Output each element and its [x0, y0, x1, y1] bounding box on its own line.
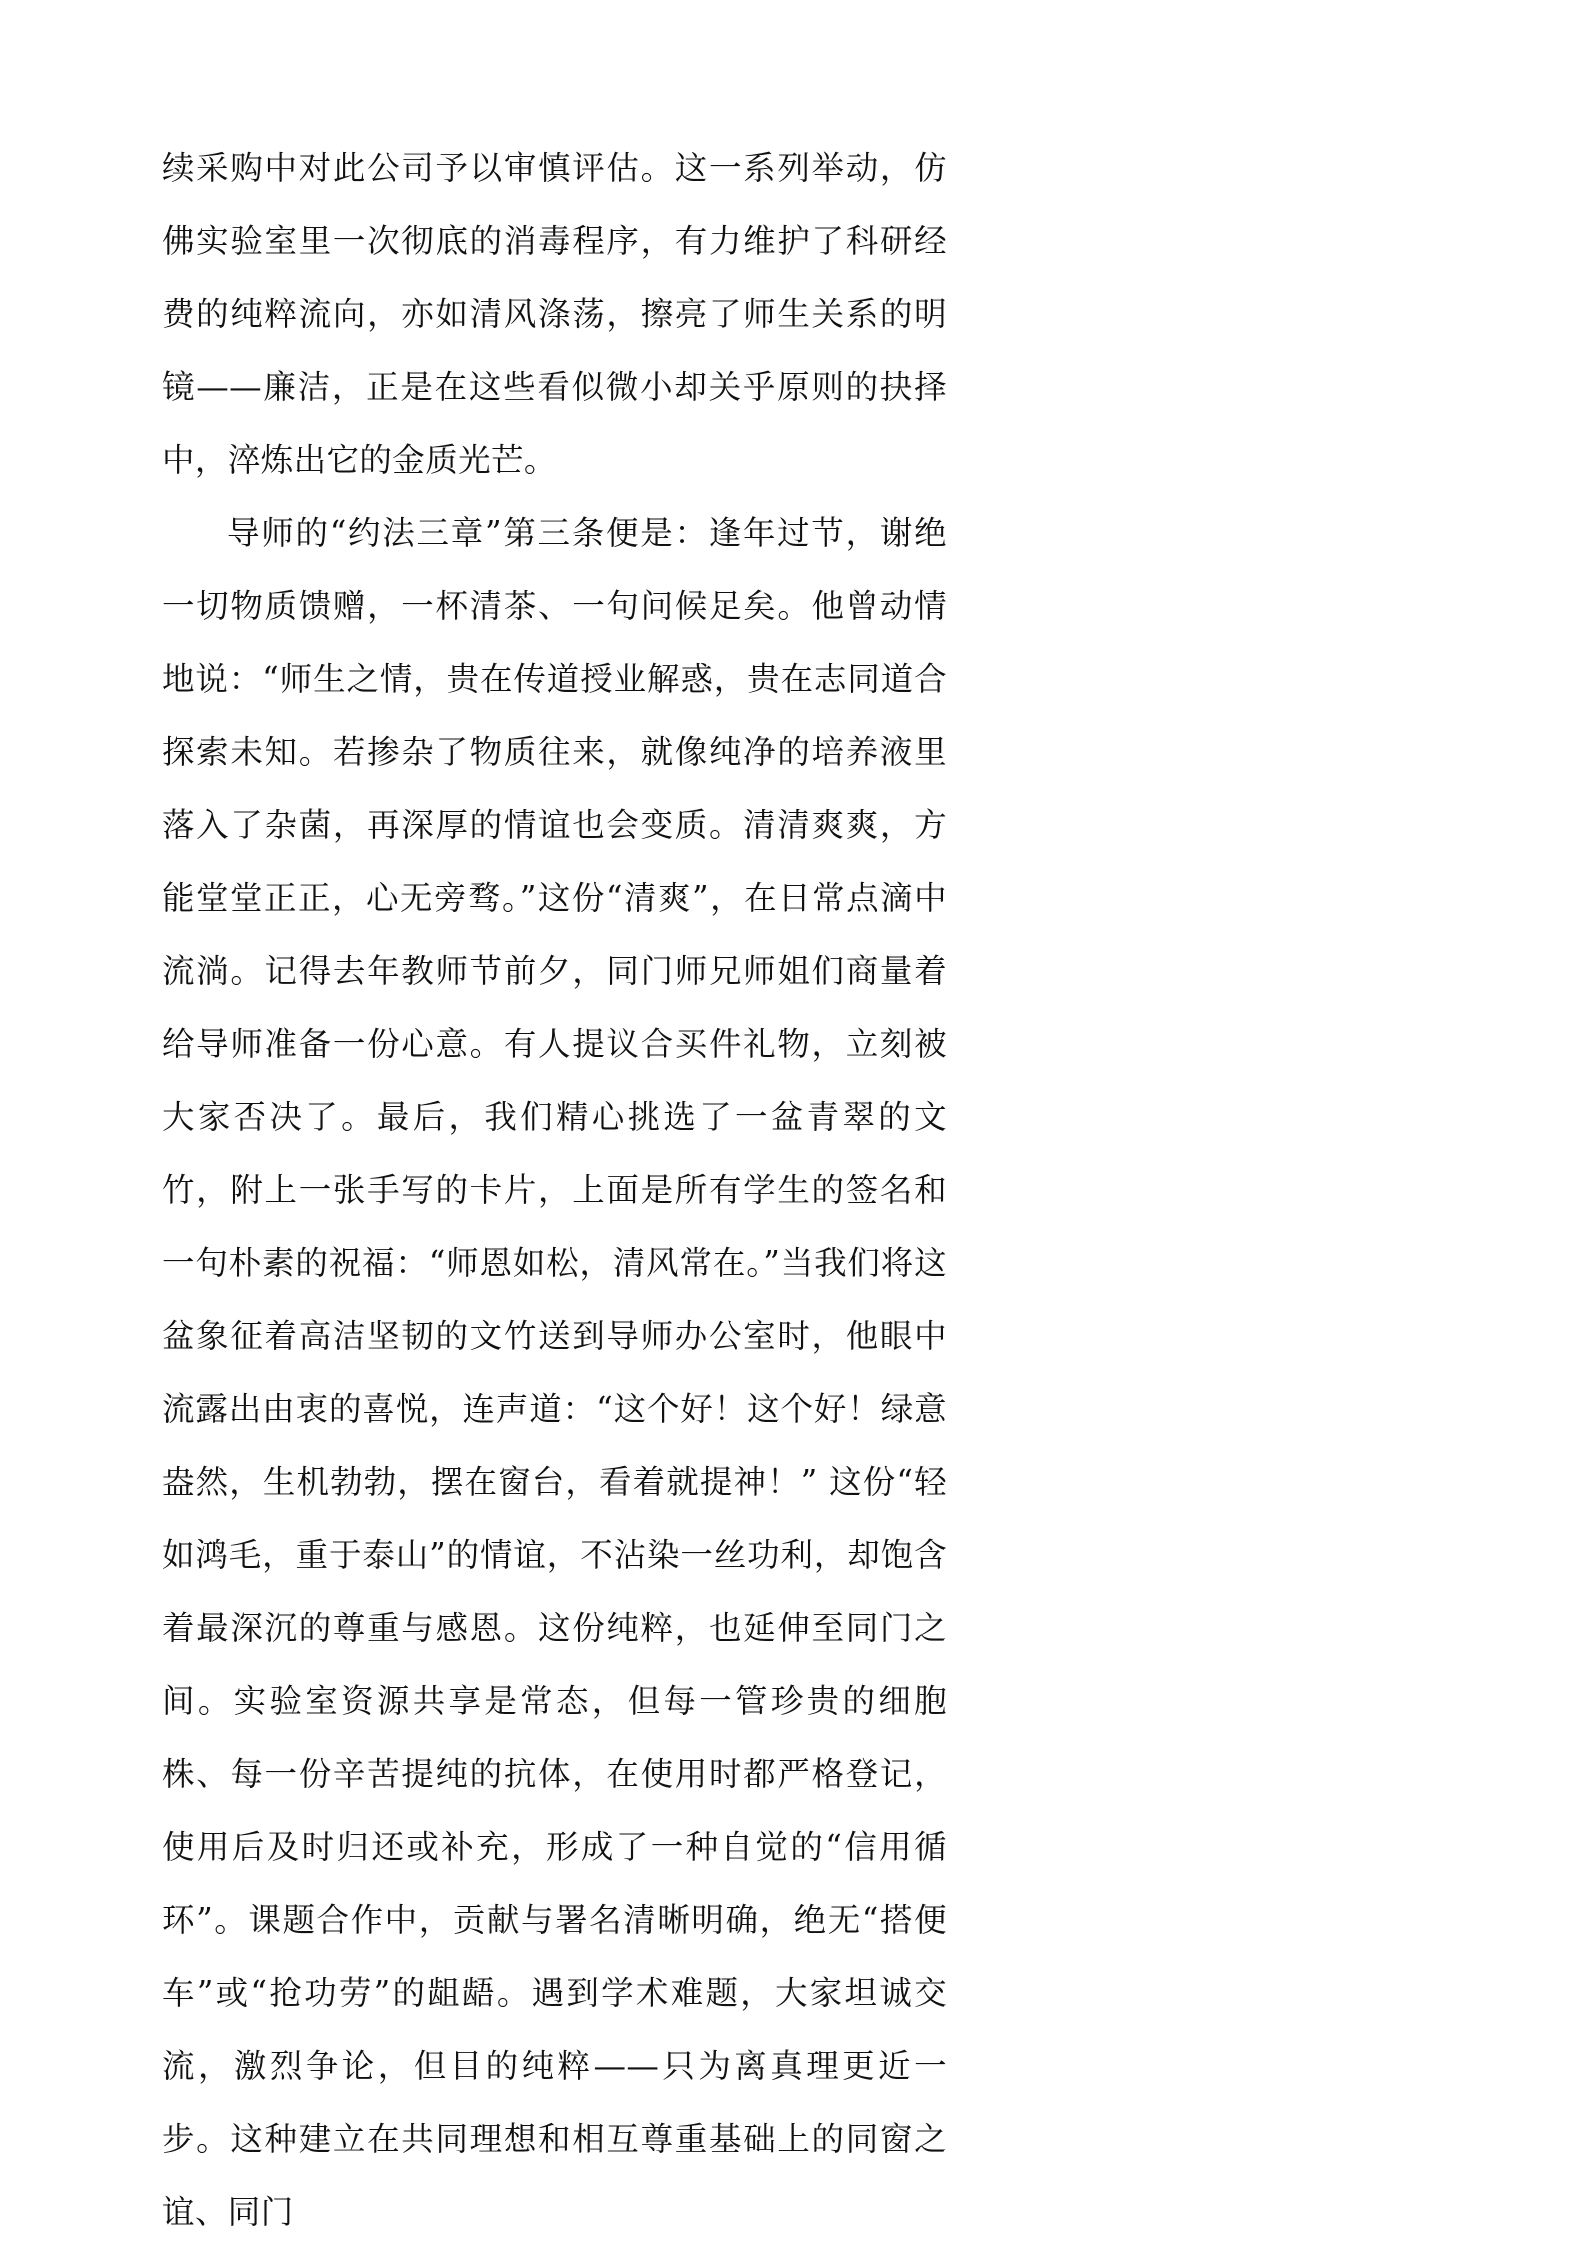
paragraph-1: 续采购中对此公司予以审慎评估。这一系列举动，仿佛实验室里一次彻底的消毒程序，有力维护了科研经费的纯粹流向，亦如清风涤荡，擦亮了师生关系的明镜——廉洁，正是在这些看似微小却关乎原则的抉择中，淬炼出它的金质光芒。 [162, 149, 947, 479]
document-body [162, 132, 947, 2249]
paragraph-2: 导师的“约法三章”第三条便是：逢年过节，谢绝一切物质馈赠，一杯清茶、一句问候足矣。他曾动情地说：“师生之情，贵在传道授业解惑，贵在志同道合探索未知。若掺杂了物质往来，就像纯净的培养液里落入了杂菌，再深厚的情谊也会变质。清清爽爽，方能堂堂正正，心无旁骛。”这份“清爽”，在日常点滴中流淌。记得去年教师节前夕，同门师兄师姐们商量着给导师准备一份心意。有人提议合买件礼物，立刻被大家否决了。最后，我们精心挑选了一盆青翠的文竹，附上一张手写的卡片，上面是所有学生的签名和一句朴素的祝福：“师恩如松，清风常在。”当我们将这盆象征着高洁坚韧的文竹送到导师办公室时，他眼中流露出由衷的喜悦，连声道：“这个好！这个好！绿意盎然，生机勃勃，摆在窗台，看着就提神！” 这份“轻如鸿毛，重于泰山”的情谊，不沾染一丝功利，却饱含着最深沉的尊重与感恩。这份纯粹，也延伸至同门之间。实验室资源共享是常态，但每一管珍贵的细胞株、每一份辛苦提纯的抗体，在使用时都严格登记，使用后及时归还或补充，形成了一种自觉的“信用循环”。课题合作中，贡献与署名清晰明确，绝无“搭便车”或“抢功劳”的龃龉。遇到学术难题，大家坦诚交流，激烈争论，但目的纯粹——只为离真理更近一步。这种建立在共同理想和相互尊重基础上的同窗之谊、同门 [162, 514, 947, 2231]
